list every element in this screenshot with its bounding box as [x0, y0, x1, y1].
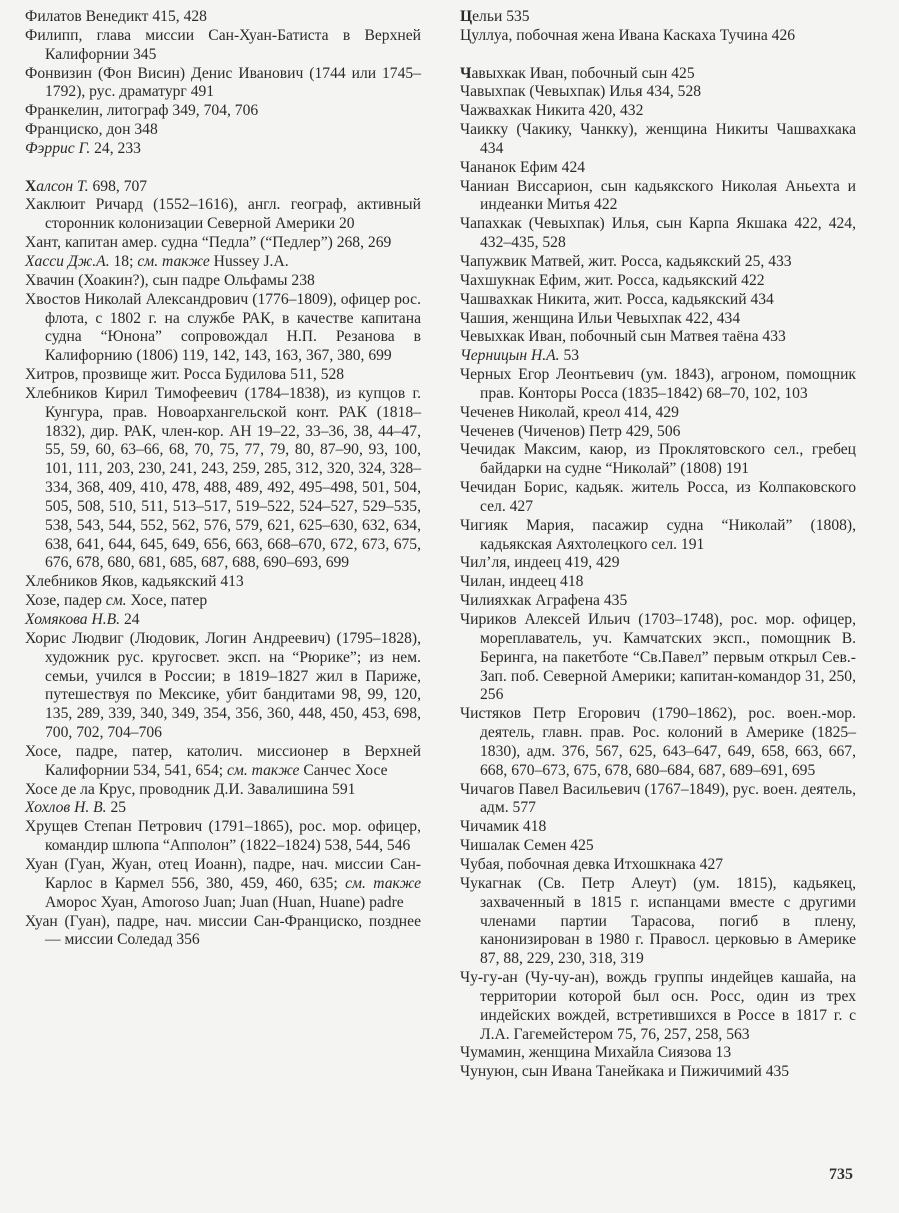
index-entry [25, 253, 421, 272]
section-initial-letter: Х [25, 177, 37, 195]
entry-text: см. также [137, 252, 210, 270]
letter-section-gap [25, 159, 421, 178]
entry-text: Hussey J.A. [209, 252, 289, 270]
entry-text: Чунуюн, сын Ивана Танейкака и Пижичимий 435 [460, 1063, 790, 1081]
index-column-right [460, 8, 856, 1082]
index-entry [460, 65, 856, 84]
index-entry [460, 102, 856, 121]
index-entry [25, 781, 421, 800]
entry-text: Франциско, дон 348 [25, 121, 158, 139]
index-entry [25, 818, 421, 856]
entry-text: 25 [106, 799, 127, 817]
index-entry [460, 215, 856, 253]
entry-text: Чишалак Семен 425 [460, 837, 594, 855]
index-entry [460, 479, 856, 517]
index-entry [25, 291, 421, 366]
index-entry [25, 856, 421, 913]
entry-text: Чашия, женщина Ильи Чевыхпак 422, 434 [460, 309, 741, 327]
entry-text: ельи 535 [472, 8, 530, 25]
entry-text: Хант, капитан амер. судна “Педла” (“Педлер”) 268, 269 [25, 234, 392, 252]
index-column-left [25, 8, 421, 950]
entry-text: Чапужвик Матвей, жит. Росса, кадьякский 25, 433 [460, 252, 792, 270]
entry-text: Филипп, глава миссии Сан-Хуан-Батиста в Верхней Калифорнии 345 [25, 26, 421, 63]
index-entry [460, 573, 856, 592]
index-entry [460, 818, 856, 837]
entry-text: Черницын Н.А. [460, 347, 560, 365]
index-entry [460, 1063, 856, 1082]
index-entry [25, 140, 421, 159]
index-entry [25, 8, 421, 27]
index-entry [460, 517, 856, 555]
entry-text: Фонвизин (Фон Висин) Денис Иванович (1744 или 1745–1792), рус. драматург 491 [25, 64, 421, 101]
index-entry [460, 27, 856, 46]
index-entry [25, 272, 421, 291]
index-entry [460, 611, 856, 705]
entry-text: Хохлов Н. В. [25, 799, 107, 817]
entry-text: Чевыхкак Иван, побочный сын Матвея таёна 433 [460, 328, 786, 346]
index-entry [25, 573, 421, 592]
entry-text: Хрущев Степан Петрович (1791–1865), рос. мор. офицер, командир шлюпа “Апполон” (1822–1824) 538, 544, 546 [25, 818, 421, 855]
entry-text: Аморос Хуан, Amoroso Juan; Juan (Huan, Huane) padre [45, 893, 404, 911]
index-entry [460, 554, 856, 573]
entry-text: Чапахкак (Чевыхпак) Илья, сын Карпа Якшака 422, 424, 432–435, 528 [460, 215, 856, 252]
entry-text: Хаклюит Ричард (1552–1616), англ. географ, активный сторонник колонизации Северной Америки 20 [25, 196, 421, 233]
entry-text: Чеченев Николай, креол 414, 429 [460, 403, 679, 421]
entry-text: Хуан (Гуан), падре, нач. миссии Сан-Франциско, позднее — миссии Соледад 356 [25, 912, 421, 949]
entry-text: Цуллуа, побочная жена Ивана Каскаха Тучина 426 [460, 26, 796, 44]
entry-text: Чистяков Петр Егорович (1790–1862), рос. воен.-мор. деятель, главн. прав. Рос. колоний в Америке (1825–1830), адм. 376, 567, 625, 643–647, 649, 658, 663, 667, 668, 670–673, 675, 678, 680–684, 687, 689–691, 695 [460, 705, 856, 779]
entry-text: Чечидан Борис, кадьяк. житель Росса, из Колпаковского сел. 427 [460, 479, 856, 515]
entry-text: Чириков Алексей Ильич (1703–1748), рос. мор. офицер, мореплаватель, уч. Камчатских эксп., помощник В. Беринга, на пакетботе “Св.Павел” первым открыл Сев.-Зап. поб. Северной Америки; капитан-командор 31, 250, 256 [460, 611, 856, 704]
entry-text: Хвачин (Хоакин?), сын падре Ольфамы 238 [25, 271, 315, 289]
entry-text: Хосе де ла Крус, проводник Д.И. Завалишина 591 [25, 780, 356, 798]
index-entry [460, 969, 856, 1044]
entry-text: Черных Егор Леонтьевич (ум. 1843), агроном, помощник прав. Конторы Росса (1835–1842) 68–70, 102, 103 [460, 366, 856, 402]
entry-text: Чашвахкак Никита, жит. Росса, кадьякский 434 [460, 290, 774, 308]
entry-text: Чананок Ефим 424 [460, 158, 586, 176]
entry-text: Фэррис Г. [25, 139, 91, 157]
entry-text: Чигияк Мария, пасажир судна “Николай” (1808), кадьякская Аяхтолецкого сел. 191 [460, 516, 856, 553]
index-entry [460, 1044, 856, 1063]
index-entry [25, 799, 421, 818]
entry-text: Чичагов Павел Васильевич (1767–1849), рус. воен. деятель, адм. 577 [460, 780, 856, 817]
entry-text: Чичамик 418 [460, 818, 547, 836]
section-initial-letter: Ч [460, 64, 472, 82]
index-entry [460, 856, 856, 875]
index-entry [25, 366, 421, 385]
entry-text: Хвостов Николай Александрович (1776–1809), офицер рос. флота, с 1802 г. на службе РАК, в качестве капитана судна “Юнона” сопровождал Н.П. Резанова в Калифорнию (1806) 119, 142, 143, 163, 367, 380, 699 [25, 290, 421, 365]
index-entry [25, 630, 421, 743]
entry-text: 53 [559, 347, 580, 365]
entry-text: Хозе, падер [25, 592, 106, 610]
entry-text: Чилан, индеец 418 [460, 573, 584, 591]
index-entry [25, 27, 421, 65]
entry-text: 24 [120, 611, 140, 628]
entry-text: Чахшукнак Ефим, жит. Росса, кадьякский 422 [460, 271, 765, 289]
entry-text: 24, 233 [90, 139, 141, 157]
page-number: 735 [829, 1166, 853, 1183]
entry-text: 698, 707 [88, 177, 148, 195]
index-entry [460, 366, 856, 404]
entry-text: 18; [109, 252, 138, 270]
entry-text: Хлебников Кирил Тимофеевич (1784–1838), из купцов г. Кунгура, прав. Новоархангельской конт. РАК (1818–1832), дир. РАК, член-кор. АН 19–22, 33–36, 38, 44–47, 55, 59, 60, 63–66, 68, 70, 75, 77, 79, 80, 87–90, 93, 100, 101, 111, 203, 230, 241, 243, 259, 285, 312, 320, 324, 328–334, 368, 409, 410, 478, 488, 489, 492, 495–498, 501, 504, 505, 508, 510, 511, 513–517, 519–522, 524–527, 529–535, 538, 543, 544, 552, 562, 576, 579, 621, 625–630, 632, 634, 638, 641, 644, 645, 649, 656, 663, 668–670, 672, 673, 675, 676, 678, 680, 681, 685, 687, 688, 690–693, 699 [25, 384, 421, 572]
entry-text: авыхкак Иван, побочный сын 425 [471, 64, 695, 82]
entry-text: Хосе, падре, патер, католич. миссионер в Верхней Калифорнии 534, 541, 654; [25, 742, 421, 779]
index-entry [460, 781, 856, 819]
index-entry [25, 65, 421, 103]
entry-text: Чаикку (Чакику, Чанкку), женщина Никиты Чашвахкака 434 [460, 121, 856, 157]
index-entry [460, 121, 856, 159]
index-entry [460, 291, 856, 310]
index-entry [460, 404, 856, 423]
entry-text: Чу-гу-ан (Чу-чу-ан), вождь группы индейцев кашайа, на территории которой был осн. Росс, один из трех индейских вождей, встретившихся в Россе в 1817 г. с Л.А. Гагемейстером 75, 76, 257, 258, 563 [460, 969, 856, 1043]
index-entry [460, 253, 856, 272]
index-entry [25, 385, 421, 573]
entry-text: Хуан (Гуан, Жуан, отец Иоанн), падре, нач. миссии Сан-Карлос в Кармел 556, 380, 459, 460, 635; [25, 855, 421, 892]
entry-text: Чил’ля, индеец 419, 429 [460, 554, 620, 572]
entry-text: см. [105, 592, 127, 610]
index-entry [25, 234, 421, 253]
index-entry [25, 743, 421, 781]
index-entry [460, 159, 856, 178]
index-entry [460, 347, 856, 366]
entry-text: Чубая, побочная девка Итхошкнака 427 [460, 855, 724, 873]
index-entry [25, 121, 421, 140]
index-entry [460, 83, 856, 102]
entry-text: Чеченев (Чиченов) Петр 429, 506 [460, 422, 681, 440]
index-entry [460, 310, 856, 329]
index-entry [460, 272, 856, 291]
index-entry [460, 423, 856, 442]
entry-text: Франкелин, литограф 349, 704, 706 [25, 102, 259, 120]
entry-text: Хитров, прозвище жит. Росса Будилова 511, 528 [25, 366, 345, 384]
index-entry [460, 875, 856, 969]
index-entry [460, 441, 856, 479]
index-entry [460, 328, 856, 347]
entry-text: см. также [227, 761, 300, 779]
entry-text: Чечидак Максим, каюр, из Проклятовского сел., гребец байдарки на судне “Николай” (1808) 191 [460, 441, 856, 478]
entry-text: Чаниан Виссарион, сын кадьякского Николая Аньехта и индеанки Митья 422 [460, 177, 856, 214]
index-entry [460, 178, 856, 216]
entry-text: Чукагнак (Св. Петр Алеут) (ум. 1815), кадьякец, захваченный в 1815 г. испанцами вместе с другими членами партии Тарасова, погиб в плену, канонизирован в 1980 г. Правосл. церковью в Америке 87, 88, 229, 230, 318, 319 [460, 874, 856, 968]
entry-text: Хасси Дж.А. [25, 252, 110, 270]
index-entry [25, 611, 421, 630]
entry-text: Хомякова Н.В. [25, 611, 121, 628]
entry-text: Чилияхкак Аграфена 435 [460, 592, 628, 610]
index-entry [460, 705, 856, 780]
entry-text: Филатов Венедикт 415, 428 [25, 8, 207, 25]
index-entry [25, 196, 421, 234]
entry-text: см. также [345, 874, 422, 892]
entry-text: Чажвахкак Никита 420, 432 [460, 102, 644, 120]
index-entry [460, 837, 856, 856]
index-entry [460, 8, 856, 27]
index-entry [25, 102, 421, 121]
letter-section-gap [460, 46, 856, 65]
index-entry [25, 913, 421, 951]
entry-text: Хлебников Яков, кадьякский 413 [25, 573, 244, 591]
index-entry [25, 592, 421, 611]
index-entry [25, 178, 421, 197]
index-entry [460, 592, 856, 611]
entry-text: алсон Т. [36, 177, 89, 195]
entry-text: Чавыхпак (Чевыхпак) Илья 434, 528 [460, 83, 702, 101]
entry-text: Санчес Хосе [299, 761, 388, 779]
entry-text: Чумамин, женщина Михайла Сиязова 13 [460, 1044, 732, 1062]
entry-text: Хосе, патер [126, 592, 208, 610]
section-initial-letter: Ц [460, 8, 473, 25]
entry-text: Хорис Людвиг (Людовик, Логин Андреевич) (1795–1828), художник рус. кругосвет. эксп. на “Рюрике”; из нем. семьи, учился в России; в 1819–1827 жил в Париже, путешествуя по Мексике, убит бандитами 98, 99, 120, 135, 289, 339, 340, 349, 354, 356, 360, 448, 450, 453, 698, 700, 702, 704–706 [25, 629, 421, 742]
